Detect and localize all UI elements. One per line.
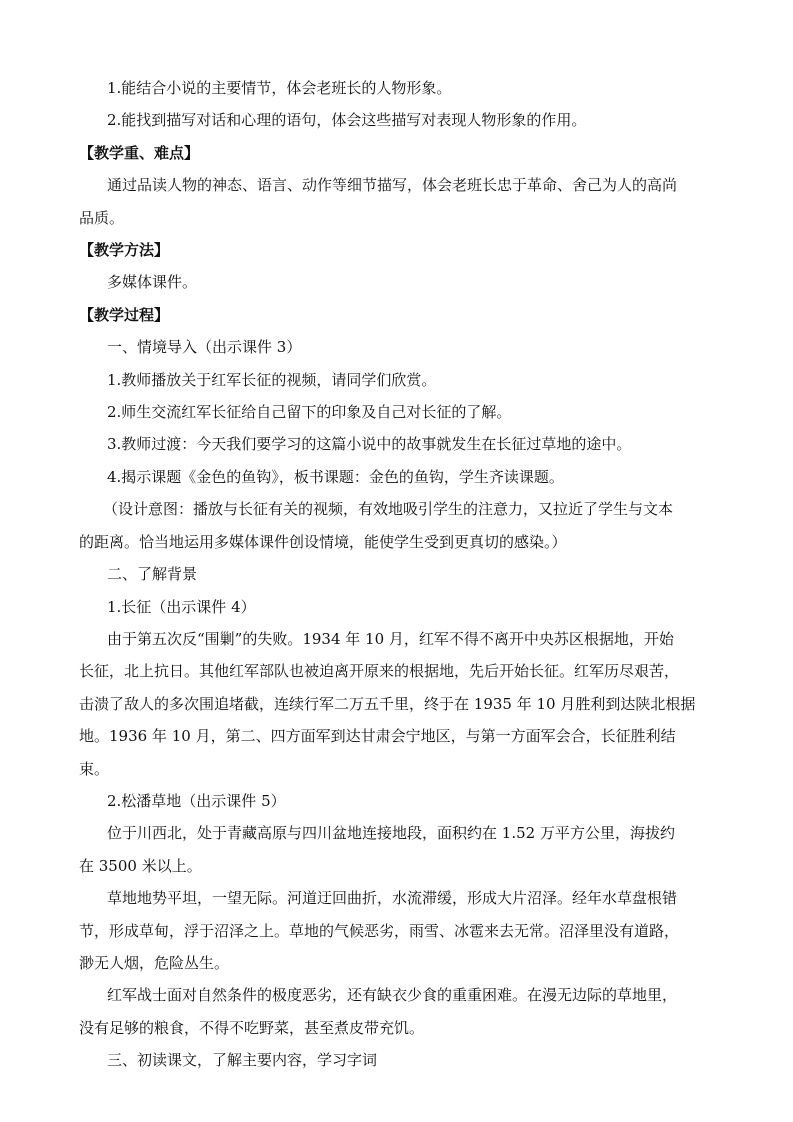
section-1-step-3: 3.教师过渡：今天我们要学习的这篇小说中的故事就发生在长征过草地的途中。 — [107, 435, 632, 454]
long-march-para-line-4: 地。1936 年 10 月，第二、四方面军到达甘肃会宁地区，与第一方面军会合，长征胜利结 — [79, 727, 676, 746]
section-1-step-1: 1.教师播放关于红军长征的视频，请同学们欣赏。 — [107, 370, 437, 389]
section-1-step-4: 4.揭示课题《金色的鱼钩》，板书课题：金色的鱼钩，学生齐读课题。 — [107, 467, 564, 486]
section-2-title: 二、了解背景 — [107, 565, 198, 584]
section-1-step-2: 2.师生交流红军长征给自己留下的印象及自己对长征的了解。 — [107, 403, 512, 422]
songpan-para-3-line-2: 没有足够的粮食，不得不吃野菜，甚至煮皮带充饥。 — [79, 1018, 425, 1037]
songpan-para-1-line-1: 位于川西北，处于青藏高原与四川盆地连接地段，面积约在 1.52 万平方公里，海拔约 — [107, 824, 675, 843]
section-3-title: 三、初读课文，了解主要内容，学习字词 — [107, 1051, 378, 1070]
subsection-songpan: 2.松潘草地（出示课件 5） — [107, 791, 286, 810]
design-intent-cont: 的距离。恰当地运用多媒体课件创设情境，能使学生受到更真切的感染。） — [79, 532, 567, 551]
heading-key-points: 【教学重、难点】 — [79, 143, 200, 162]
long-march-para-line-3: 击溃了敌人的多次围追堵截，连续行军二万五千里，终于在 1935 年 10 月胜利到达陕北根据 — [79, 694, 696, 713]
section-1-title: 一、情境导入（出示课件 3） — [107, 338, 302, 357]
songpan-para-3-line-1: 红军战士面对自然条件的极度恶劣，还有缺衣少食的重重困难。在漫无边际的草地里， — [107, 986, 678, 1005]
songpan-para-2-line-1: 草地地势平坦，一望无际。河道迂回曲折，水流滞缓，形成大片沼泽。经年水草盘根错 — [107, 889, 678, 908]
heading-process: 【教学过程】 — [79, 305, 170, 324]
subsection-long-march: 1.长征（出示课件 4） — [107, 597, 256, 616]
songpan-para-2-line-2: 节，形成草甸，浮于沼泽之上。草地的气候恶劣，雨雪、冰雹来去无常。沼泽里没有道路， — [79, 921, 680, 940]
songpan-para-2-line-3: 渺无人烟，危险丛生。 — [79, 953, 230, 972]
objective-2: 2.能找到描写对话和心理的语句，体会这些描写对表现人物形象的作用。 — [107, 111, 587, 130]
long-march-para-line-2: 长征，北上抗日。其他红军部队也被迫离开原来的根据地，先后开始长征。红军历尽艰苦， — [79, 662, 680, 681]
design-intent: （设计意图：播放与长征有关的视频，有效地吸引学生的注意力，又拉近了学生与文本 — [103, 500, 674, 519]
long-march-para-line-1: 由于第五次反“围剿”的失败。1934 年 10 月，红军不得不离开中央苏区根据地，开始 — [107, 629, 674, 648]
long-march-para-line-5: 束。 — [79, 759, 110, 778]
key-points-text-cont: 品质。 — [79, 208, 125, 227]
key-points-text: 通过品读人物的神态、语言、动作等细节描写，体会老班长忠于革命、舍己为人的高尚 — [107, 176, 678, 195]
methods-text: 多媒体课件。 — [107, 273, 198, 292]
heading-methods: 【教学方法】 — [79, 241, 170, 260]
objective-1: 1.能结合小说的主要情节，体会老班长的人物形象。 — [107, 79, 452, 97]
songpan-para-1-line-2: 在 3500 米以上。 — [79, 856, 202, 875]
